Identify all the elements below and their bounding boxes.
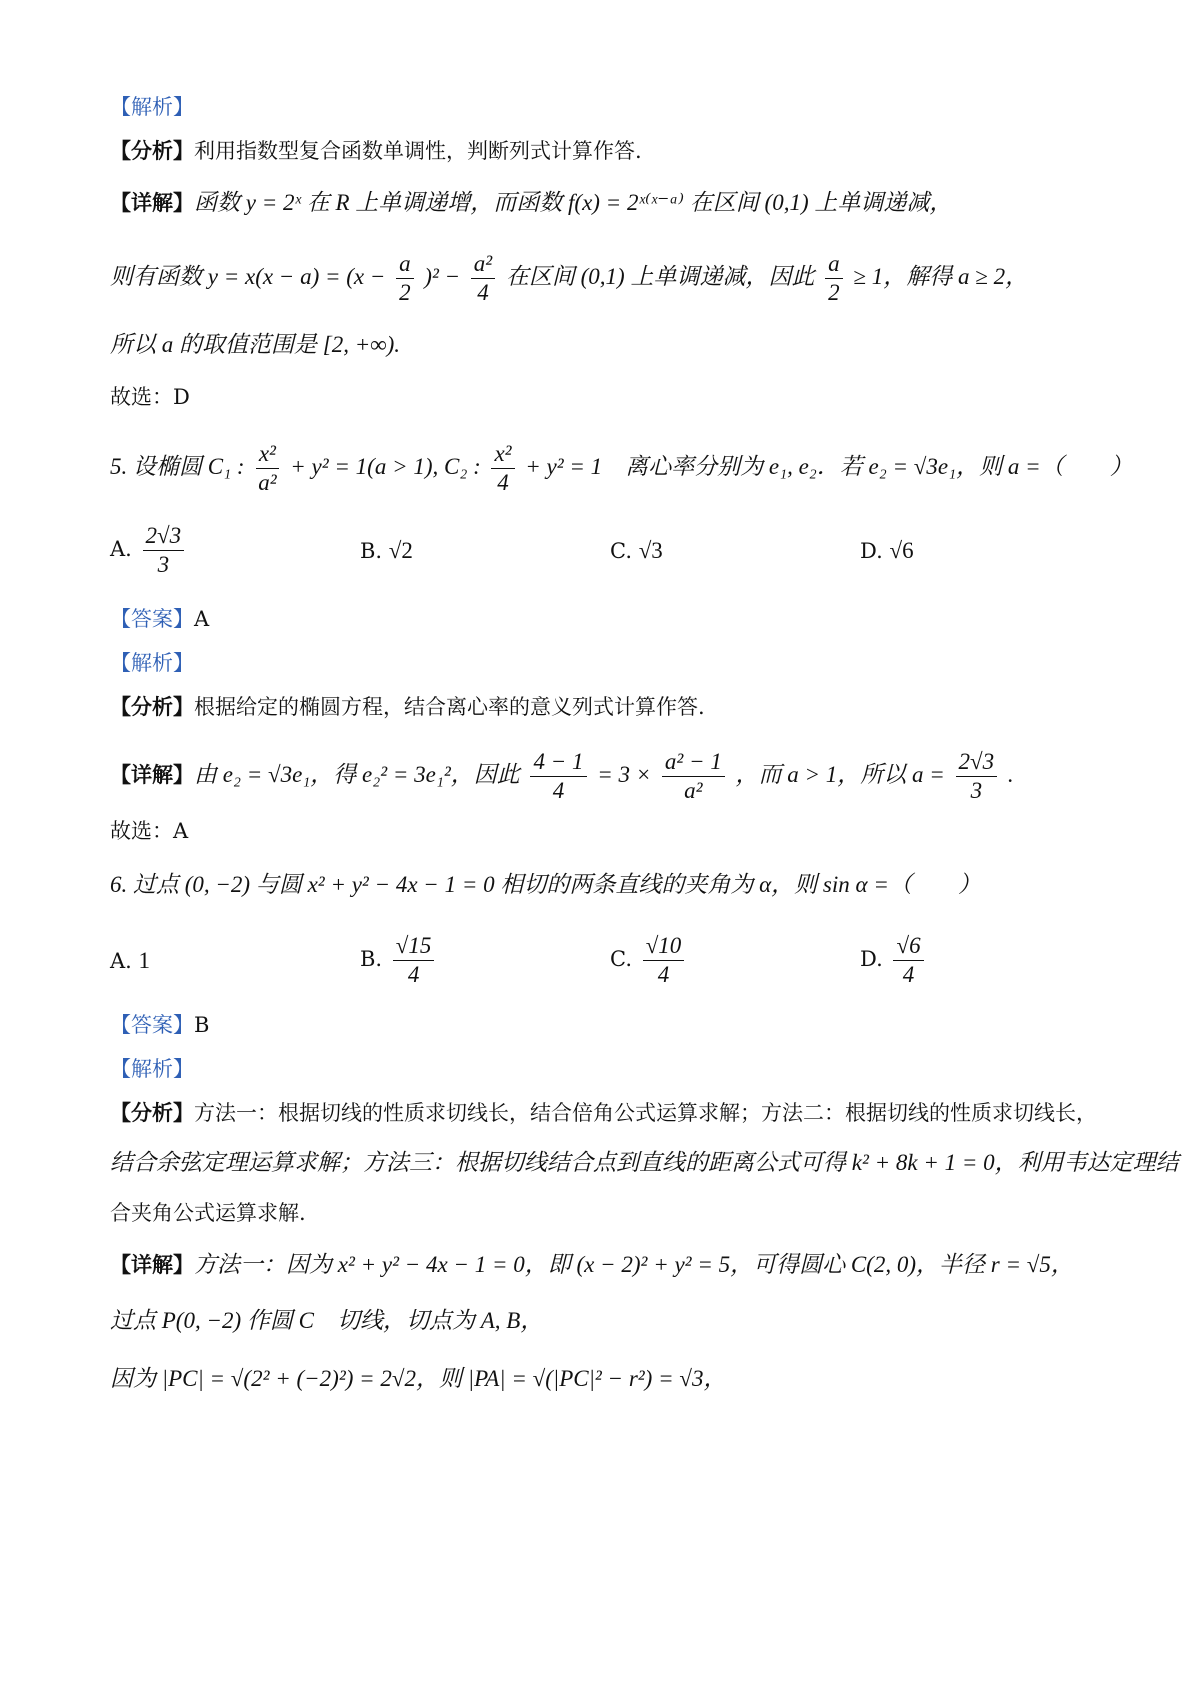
q6-detail-line-2 — [110, 1306, 543, 1336]
option-label: A. — [110, 537, 132, 561]
option-label: B. — [360, 539, 383, 563]
denominator: 4 — [407, 962, 420, 987]
option-value: √6 — [889, 538, 914, 563]
q6-detail-line-3 — [110, 1364, 726, 1394]
option-label: D. — [860, 539, 883, 563]
fraction — [956, 748, 998, 805]
option-value: √3 — [638, 538, 663, 563]
fraction — [143, 522, 185, 579]
q6-stem — [110, 870, 981, 900]
fraction — [255, 440, 279, 497]
detail-text: 在区间 (0,1) 上单调递减，因此 — [505, 264, 815, 289]
choice-text: 故选：D — [110, 385, 190, 409]
q6-analysis-line-1 — [110, 1098, 1097, 1128]
option-label: B. — [360, 947, 383, 971]
q5-option-d — [860, 536, 914, 566]
analysis-tag: 【分析】 — [110, 1100, 194, 1125]
detail-tag: 【详解】 — [110, 190, 194, 215]
denominator: 4 — [657, 962, 670, 987]
q4-detail-line-2 — [110, 250, 1028, 307]
option-label: C. — [610, 539, 632, 563]
numerator: x² — [256, 440, 279, 469]
detail-text: 过点 P(0, −2) 作圆 C 切线，切点为 A, B， — [110, 1308, 544, 1333]
denominator: 3 — [970, 778, 983, 803]
numerator: x² — [491, 440, 514, 469]
numerator: √10 — [643, 932, 685, 961]
analysis-text: 方法一：根据切线的性质求切线长，结合倍角公式运算求解；方法二：根据切线的性质求切线长， — [194, 1101, 1097, 1125]
q5-answer — [110, 604, 209, 634]
fraction — [893, 932, 923, 989]
denominator: 2 — [828, 280, 840, 305]
q6-option-c — [610, 932, 688, 989]
q6-option-a — [110, 946, 150, 976]
detail-text: 所以 a 的取值范围是 [2, +∞). — [110, 332, 401, 357]
detail-text: 则有函数 y = x(x − a) = (x − — [110, 264, 386, 289]
q5-option-c — [610, 536, 663, 566]
stem-text: + y² = 1(a > 1), C₂ : — [290, 454, 481, 479]
numerator: 2√3 — [143, 522, 185, 551]
answer-tag: 【答案】 — [110, 1013, 194, 1037]
answer-value: A — [194, 607, 210, 631]
choice-text: 故选：A — [110, 819, 189, 843]
q6-option-d — [860, 932, 928, 989]
detail-text: )² − — [424, 264, 461, 289]
stem-text: + y² = 1 离心率分别为 e₁, e₂．若 e₂ = √3e₁，则 a =（ ） — [525, 454, 1133, 479]
detail-text: 函数 y = 2ˣ 在 R 上单调递增，而函数 f(x) = 2ˣ⁽ˣ⁻ᵃ⁾ 在区间 (0,1) 上单调递减， — [194, 190, 953, 215]
analysis-text: 利用指数型复合函数单调性，判断列式计算作答. — [194, 139, 642, 163]
fraction — [491, 440, 514, 497]
q6-analysis-line-3 — [110, 1198, 306, 1228]
denominator: 4 — [552, 778, 565, 803]
denominator: 3 — [157, 552, 170, 577]
option-label: C. — [610, 947, 632, 971]
denominator: a² — [684, 778, 703, 803]
q6-detail-line-1 — [110, 1250, 1074, 1280]
numerator: a² − 1 — [662, 748, 725, 777]
option-label: D. — [860, 947, 883, 971]
detail-text: ≥ 1，解得 a ≥ 2， — [853, 264, 1029, 289]
detail-text: 因为 |PC| = √(2² + (−2)²) = 2√2，则 |PA| = √(|PC|² − r²) = √3， — [110, 1366, 727, 1391]
option-label: A. — [110, 949, 132, 973]
jiexi-tag: 【解析】 — [110, 1057, 194, 1081]
numerator: a — [396, 250, 414, 279]
q4-choice — [110, 382, 190, 412]
fraction — [393, 932, 435, 989]
q4-detail-line-3 — [110, 330, 400, 360]
q5-option-a — [110, 522, 188, 579]
denominator: 4 — [902, 962, 915, 987]
q5-detail — [110, 748, 1014, 805]
q5-stem — [110, 440, 1133, 497]
q4-analysis — [110, 136, 642, 166]
numerator: a — [825, 250, 843, 279]
numerator: √6 — [893, 932, 923, 961]
analysis-text: 根据给定的椭圆方程，结合离心率的意义列式计算作答. — [194, 695, 705, 719]
option-value: √2 — [388, 538, 413, 563]
denominator: 4 — [497, 470, 509, 495]
stem-text: 5. 设椭圆 C₁ : — [110, 454, 245, 479]
numerator: 2√3 — [956, 748, 998, 777]
q4-detail-line-1 — [110, 188, 952, 218]
jiexi-tag: 【解析】 — [110, 651, 194, 675]
q6-jiexi-heading — [110, 1054, 194, 1084]
fraction — [396, 250, 414, 307]
fraction — [825, 250, 843, 307]
fraction — [662, 748, 725, 805]
fraction — [530, 748, 586, 805]
analysis-tag: 【分析】 — [110, 694, 194, 719]
analysis-text: 合夹角公式运算求解. — [110, 1201, 306, 1225]
option-value: 1 — [138, 948, 151, 973]
detail-text: ，而 a > 1，所以 a = — [735, 762, 945, 787]
q6-option-b — [360, 932, 438, 989]
denominator: a² — [258, 470, 277, 495]
answer-tag: 【答案】 — [110, 607, 194, 631]
q6-answer — [110, 1010, 209, 1040]
numerator: a² — [471, 250, 495, 279]
numerator: √15 — [393, 932, 435, 961]
detail-tag: 【详解】 — [110, 1252, 194, 1277]
jiexi-tag: 【解析】 — [110, 95, 194, 119]
answer-value: B — [194, 1013, 210, 1037]
denominator: 2 — [399, 280, 411, 305]
q5-analysis — [110, 692, 705, 722]
numerator: 4 − 1 — [530, 748, 586, 777]
fraction — [471, 250, 495, 307]
detail-tag: 【详解】 — [110, 762, 194, 787]
fraction — [643, 932, 685, 989]
denominator: 4 — [477, 280, 489, 305]
q5-choice — [110, 816, 188, 846]
q5-jiexi-heading — [110, 648, 194, 678]
q5-option-b — [360, 536, 413, 566]
detail-text: = 3 × — [597, 762, 652, 787]
detail-text: . — [1007, 762, 1014, 787]
q4-jiexi-heading — [110, 92, 194, 122]
analysis-text: 结合余弦定理运算求解；方法三：根据切线结合点到直线的距离公式可得 k² + 8k + 1 = 0，利用韦达定理结 — [110, 1150, 1179, 1175]
q6-analysis-line-2 — [110, 1148, 1179, 1178]
detail-text: 由 e₂ = √3e₁，得 e₂² = 3e₁²，因此 — [194, 762, 520, 787]
analysis-tag: 【分析】 — [110, 138, 194, 163]
stem-text: 6. 过点 (0, −2) 与圆 x² + y² − 4x − 1 = 0 相切的两条直线的夹角为 α，则 sin α =（ ） — [110, 872, 981, 897]
detail-text: 方法一：因为 x² + y² − 4x − 1 = 0，即 (x − 2)² + y² = 5，可得圆心 C(2, 0)，半径 r = √5， — [194, 1252, 1074, 1277]
